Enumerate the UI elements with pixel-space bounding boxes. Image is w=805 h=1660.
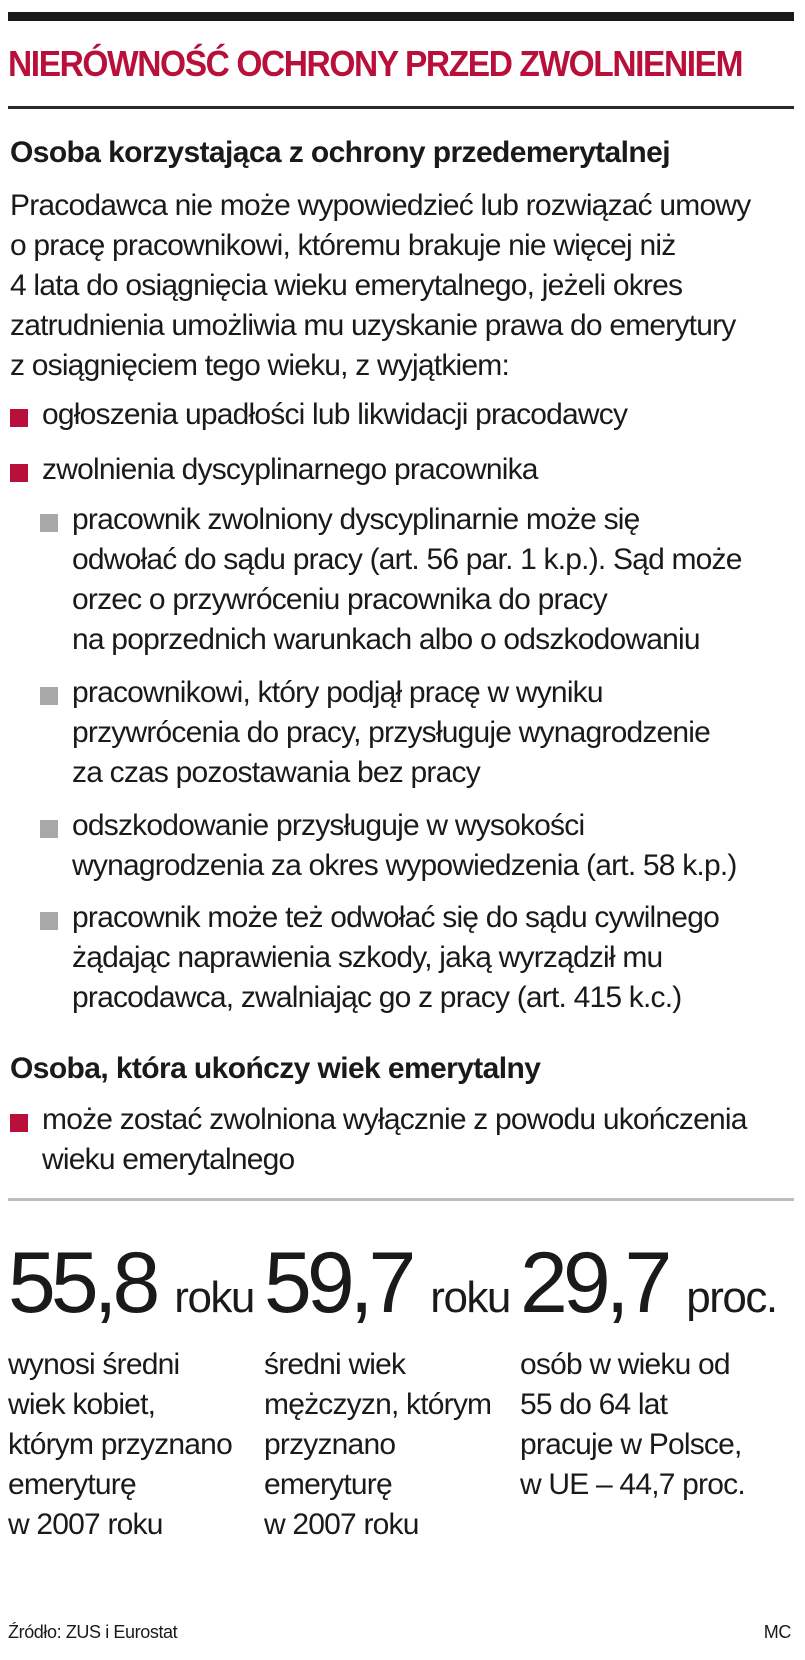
desc-line: osób w wieku od <box>520 1348 730 1381</box>
stat-women-age <box>8 1235 268 1545</box>
stat-value <box>520 1235 800 1343</box>
desc-line: wynosi średni <box>8 1348 180 1381</box>
bullet-line: odszkodowanie przysługuje w wysokości <box>72 809 585 842</box>
desc-line: średni wiek <box>264 1348 406 1381</box>
section2-heading: Osoba, która ukończy wiek emerytalny <box>10 1052 541 1085</box>
bullet-line: może zostać zwolniona wyłącznie z powodu ukończenia <box>42 1103 747 1136</box>
stat-description <box>8 1345 268 1545</box>
top-bar <box>8 12 794 21</box>
stat-value <box>8 1235 268 1343</box>
paragraph-line: o pracę pracownikowi, któremu brakuje nie więcej niż <box>10 229 676 262</box>
bullet-line: zwolnienia dyscyplinarnego pracownika <box>42 453 538 486</box>
stat-employment-rate <box>520 1235 800 1505</box>
red-square-bullet-icon <box>10 409 28 427</box>
author-initials: MC <box>763 1622 791 1642</box>
paragraph-line: Pracodawca nie może wypowiedzieć lub rozwiązać umowy <box>10 189 751 222</box>
desc-line: przyznano <box>264 1428 396 1461</box>
bullet-line: pracownikowi, który podjął pracę w wyniku <box>72 676 603 709</box>
desc-line: w 2007 roku <box>8 1508 163 1541</box>
section1-paragraph <box>10 186 800 386</box>
bullet-line: za czas pozostawania bez pracy <box>72 756 480 789</box>
title-rule <box>8 106 794 109</box>
bullet-line: pracownik zwolniony dyscyplinarnie może się <box>72 503 640 536</box>
desc-line: wiek kobiet, <box>8 1388 156 1421</box>
stat-unit: roku <box>174 1273 254 1322</box>
grey-square-bullet-icon <box>40 820 58 838</box>
bullet-line: wieku emerytalnego <box>42 1143 295 1176</box>
desc-line: pracuje w Polsce, <box>520 1428 742 1461</box>
stat-number: 59,7 <box>264 1235 412 1331</box>
desc-line: którym przyznano <box>8 1428 232 1461</box>
stat-men-age <box>264 1235 524 1545</box>
section1-heading: Osoba korzystająca z ochrony przedemerytalnej <box>10 136 670 169</box>
stat-description <box>520 1345 800 1505</box>
stat-unit: roku <box>430 1273 510 1322</box>
desc-line: emeryturę <box>8 1468 136 1501</box>
stats-divider <box>8 1198 794 1201</box>
desc-line: w UE – 44,7 proc. <box>520 1468 745 1501</box>
bullet-line: pracodawca, zwalniając go z pracy (art. 415 k.c.) <box>72 981 682 1014</box>
bullet-line: przywrócenia do pracy, przysługuje wynagrodzenie <box>72 716 711 749</box>
desc-line: emeryturę <box>264 1468 392 1501</box>
grey-square-bullet-icon <box>40 912 58 930</box>
grey-square-bullet-icon <box>40 514 58 532</box>
stat-number: 29,7 <box>520 1235 668 1331</box>
source-note: Źródło: ZUS i Eurostat <box>8 1622 178 1642</box>
stat-description <box>264 1345 524 1545</box>
stat-number: 55,8 <box>8 1235 156 1331</box>
paragraph-line: 4 lata do osiągnięcia wieku emerytalnego, jeżeli okres <box>10 269 683 302</box>
desc-line: w 2007 roku <box>264 1508 419 1541</box>
red-square-bullet-icon <box>10 464 28 482</box>
page-title: NIERÓWNOŚĆ OCHRONY PRZED ZWOLNIENIEM <box>8 43 743 84</box>
grey-square-bullet-icon <box>40 687 58 705</box>
stat-unit: proc. <box>686 1273 777 1322</box>
bullet-line: wynagrodzenia za okres wypowiedzenia (art. 58 k.p.) <box>72 849 737 882</box>
paragraph-line: z osiągnięciem tego wieku, z wyjątkiem: <box>10 349 510 382</box>
red-square-bullet-icon <box>10 1114 28 1132</box>
bullet-line: odwołać do sądu pracy (art. 56 par. 1 k.p.). Sąd może <box>72 543 742 576</box>
stat-value <box>264 1235 524 1343</box>
bullet-line: żądając naprawienia szkody, jaką wyrządził mu <box>72 941 663 974</box>
bullet-line: na poprzednich warunkach albo o odszkodowaniu <box>72 623 700 656</box>
bullet-line: orzec o przywróceniu pracownika do pracy <box>72 583 607 616</box>
desc-line: mężczyzn, którym <box>264 1388 492 1421</box>
bullet-line: pracownik może też odwołać się do sądu cywilnego <box>72 901 719 934</box>
paragraph-line: zatrudnienia umożliwia mu uzyskanie prawa do emerytury <box>10 309 736 342</box>
bullet-line: ogłoszenia upadłości lub likwidacji pracodawcy <box>42 398 628 431</box>
desc-line: 55 do 64 lat <box>520 1388 668 1421</box>
